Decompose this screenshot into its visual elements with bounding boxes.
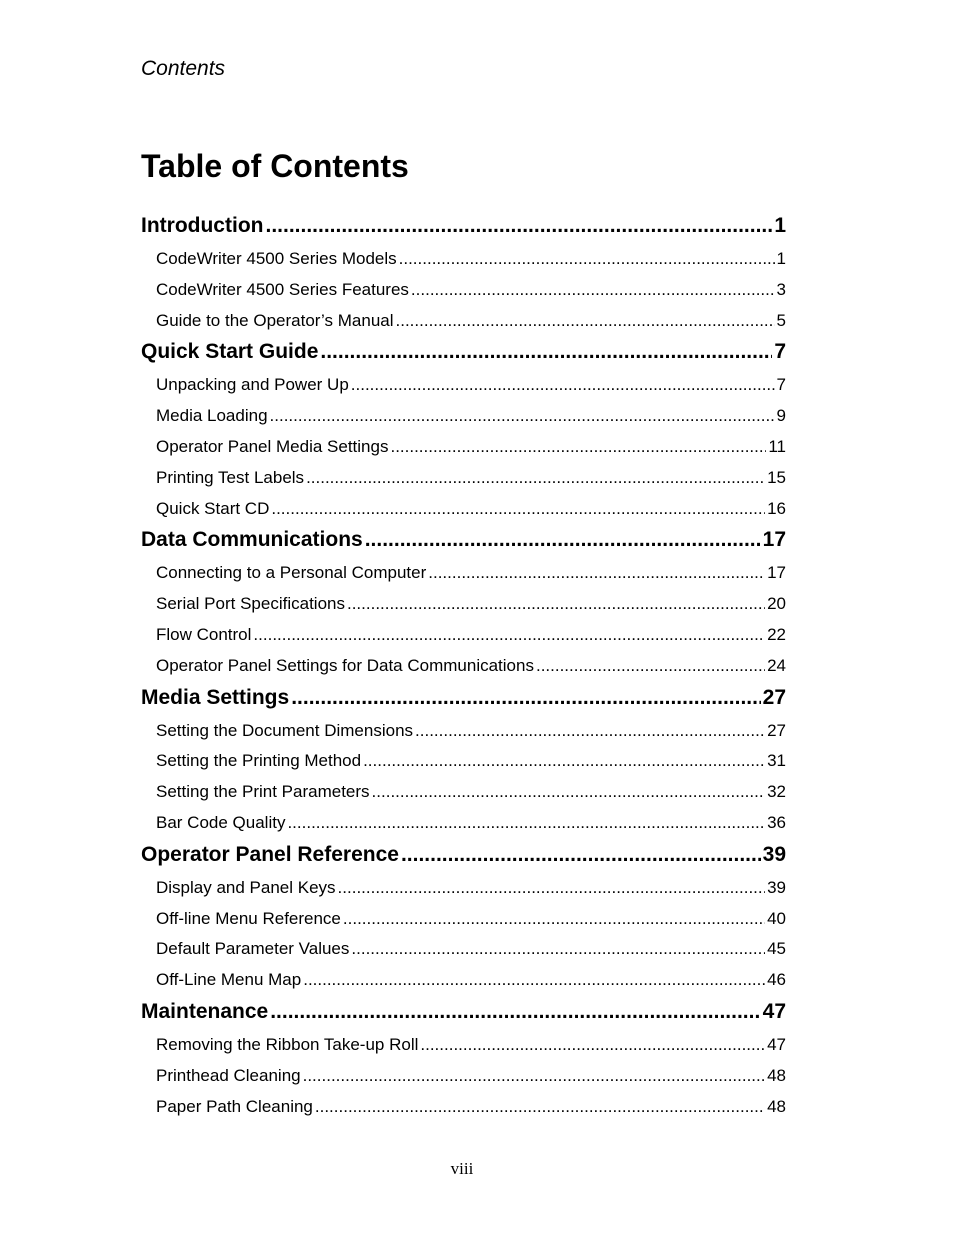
toc-section-entry[interactable] — [141, 873, 786, 904]
page-reference: 7 — [774, 340, 786, 364]
section-title: Setting the Document Dimensions — [156, 720, 414, 740]
dot-leader — [303, 1061, 765, 1091]
dot-leader — [320, 336, 772, 368]
toc-section-entry[interactable] — [141, 306, 786, 337]
dot-leader — [306, 463, 765, 493]
dot-leader — [315, 1092, 765, 1122]
toc-section-entry[interactable] — [141, 746, 786, 777]
chapter-title: Data Communications — [141, 528, 363, 552]
toc-chapter-entry[interactable] — [141, 524, 786, 558]
page-reference: 40 — [767, 908, 786, 928]
dot-leader — [253, 620, 765, 650]
toc-section-entry[interactable] — [141, 401, 786, 432]
chapter-title: Quick Start Guide — [141, 340, 319, 364]
toc-section-entry[interactable] — [141, 1030, 786, 1061]
section-title: Quick Start CD — [156, 498, 270, 518]
page-reference: 39 — [762, 842, 786, 866]
toc-chapter-entry[interactable] — [141, 682, 786, 716]
section-title: Flow Control — [156, 624, 252, 644]
dot-leader — [270, 996, 760, 1028]
dot-leader — [338, 873, 766, 903]
page-reference: 48 — [767, 1096, 786, 1116]
dot-leader — [363, 746, 765, 776]
toc-chapter-entry[interactable] — [141, 996, 786, 1030]
toc-section-entry[interactable] — [141, 1061, 786, 1092]
dot-leader — [372, 777, 766, 807]
section-title: Setting the Printing Method — [156, 751, 362, 771]
dot-leader — [428, 558, 765, 588]
toc-section-entry[interactable] — [141, 1092, 786, 1123]
page-reference: 5 — [776, 310, 786, 330]
toc-section-entry[interactable] — [141, 463, 786, 494]
page-reference: 7 — [776, 375, 786, 395]
page-reference: 39 — [767, 877, 786, 897]
page-reference: 32 — [767, 782, 786, 802]
toc-section-entry[interactable] — [141, 589, 786, 620]
chapter-title: Maintenance — [141, 999, 269, 1023]
toc-section-entry[interactable] — [141, 651, 786, 682]
toc-section-entry[interactable] — [141, 904, 786, 935]
page-reference: 47 — [762, 999, 786, 1023]
dot-leader — [265, 210, 772, 242]
toc-section-entry[interactable] — [141, 777, 786, 808]
dot-leader — [287, 808, 765, 838]
page-reference: 31 — [767, 751, 786, 771]
dot-leader — [271, 494, 765, 524]
toc-section-entry[interactable] — [141, 716, 786, 747]
toc-section-entry[interactable] — [141, 620, 786, 651]
dot-leader — [415, 716, 765, 746]
toc-section-entry[interactable] — [141, 244, 786, 275]
page-reference: 11 — [768, 436, 786, 456]
section-title: Default Parameter Values — [156, 939, 350, 959]
page-reference: 15 — [767, 467, 786, 487]
section-title: Bar Code Quality — [156, 812, 286, 832]
dot-leader — [270, 401, 775, 431]
page-reference: 9 — [776, 406, 786, 426]
section-title: Media Loading — [156, 406, 268, 426]
toc-section-entry[interactable] — [141, 558, 786, 589]
page-reference: 45 — [767, 939, 786, 959]
running-header: Contents — [141, 57, 226, 80]
dot-leader — [536, 651, 765, 681]
page-reference: 1 — [776, 249, 786, 268]
section-title: Printhead Cleaning — [156, 1065, 301, 1085]
page-reference: 3 — [776, 279, 786, 299]
toc-section-entry[interactable] — [141, 965, 786, 996]
dot-leader — [351, 934, 765, 964]
section-title: Display and Panel Keys — [156, 877, 336, 897]
toc-section-entry[interactable] — [141, 432, 786, 463]
section-title: Off-line Menu Reference — [156, 908, 341, 928]
section-title: Connecting to a Personal Computer — [156, 563, 427, 583]
section-title: CodeWriter 4500 Series Features — [156, 279, 409, 299]
section-title: Guide to the Operator’s Manual — [156, 310, 394, 330]
table-of-contents — [141, 210, 786, 1122]
toc-section-entry[interactable] — [141, 275, 786, 306]
chapter-title: Media Settings — [141, 685, 290, 709]
section-title: Operator Panel Media Settings — [156, 436, 389, 456]
page-reference: 27 — [762, 685, 786, 709]
section-title: Unpacking and Power Up — [156, 375, 349, 395]
page-reference: 20 — [767, 594, 786, 614]
dot-leader — [303, 965, 765, 995]
page-reference: 36 — [767, 812, 786, 832]
chapter-title: Introduction — [141, 214, 264, 237]
section-title: Setting the Print Parameters — [156, 782, 370, 802]
dot-leader — [291, 682, 760, 714]
dot-leader — [390, 432, 766, 462]
dot-leader — [411, 275, 775, 305]
toc-chapter-entry[interactable] — [141, 210, 786, 244]
page-title: Table of Contents — [141, 148, 409, 184]
dot-leader — [347, 589, 765, 619]
dot-leader — [420, 1030, 765, 1060]
page-reference: 17 — [762, 528, 786, 552]
toc-section-entry[interactable] — [141, 494, 786, 525]
section-title: Off-Line Menu Map — [156, 970, 302, 990]
dot-leader — [365, 524, 761, 556]
dot-leader — [401, 839, 761, 871]
page-number: viii — [450, 1159, 474, 1178]
page-reference: 48 — [767, 1065, 786, 1085]
section-title: CodeWriter 4500 Series Models — [156, 249, 397, 268]
toc-section-entry[interactable] — [141, 808, 786, 839]
section-title: Operator Panel Settings for Data Communications — [156, 655, 534, 675]
dot-leader — [396, 306, 775, 336]
toc-section-entry[interactable] — [141, 934, 786, 965]
page-reference: 16 — [767, 498, 786, 518]
toc-chapter-entry[interactable] — [141, 839, 786, 873]
toc-section-entry[interactable] — [141, 370, 786, 401]
page-reference: 24 — [767, 655, 786, 675]
toc-chapter-entry[interactable] — [141, 336, 786, 370]
section-title: Printing Test Labels — [156, 467, 305, 487]
page-reference: 27 — [767, 720, 786, 740]
page-reference: 17 — [767, 563, 786, 583]
page-reference: 46 — [767, 970, 786, 990]
chapter-title: Operator Panel Reference — [141, 842, 399, 866]
page-reference: 47 — [767, 1034, 786, 1054]
page-reference: 1 — [774, 214, 786, 237]
page-reference: 22 — [767, 624, 786, 644]
section-title: Serial Port Specifications — [156, 594, 345, 614]
section-title: Paper Path Cleaning — [156, 1096, 313, 1116]
dot-leader — [399, 244, 775, 274]
dot-leader — [343, 904, 765, 934]
section-title: Removing the Ribbon Take-up Roll — [156, 1034, 419, 1054]
dot-leader — [351, 370, 775, 400]
